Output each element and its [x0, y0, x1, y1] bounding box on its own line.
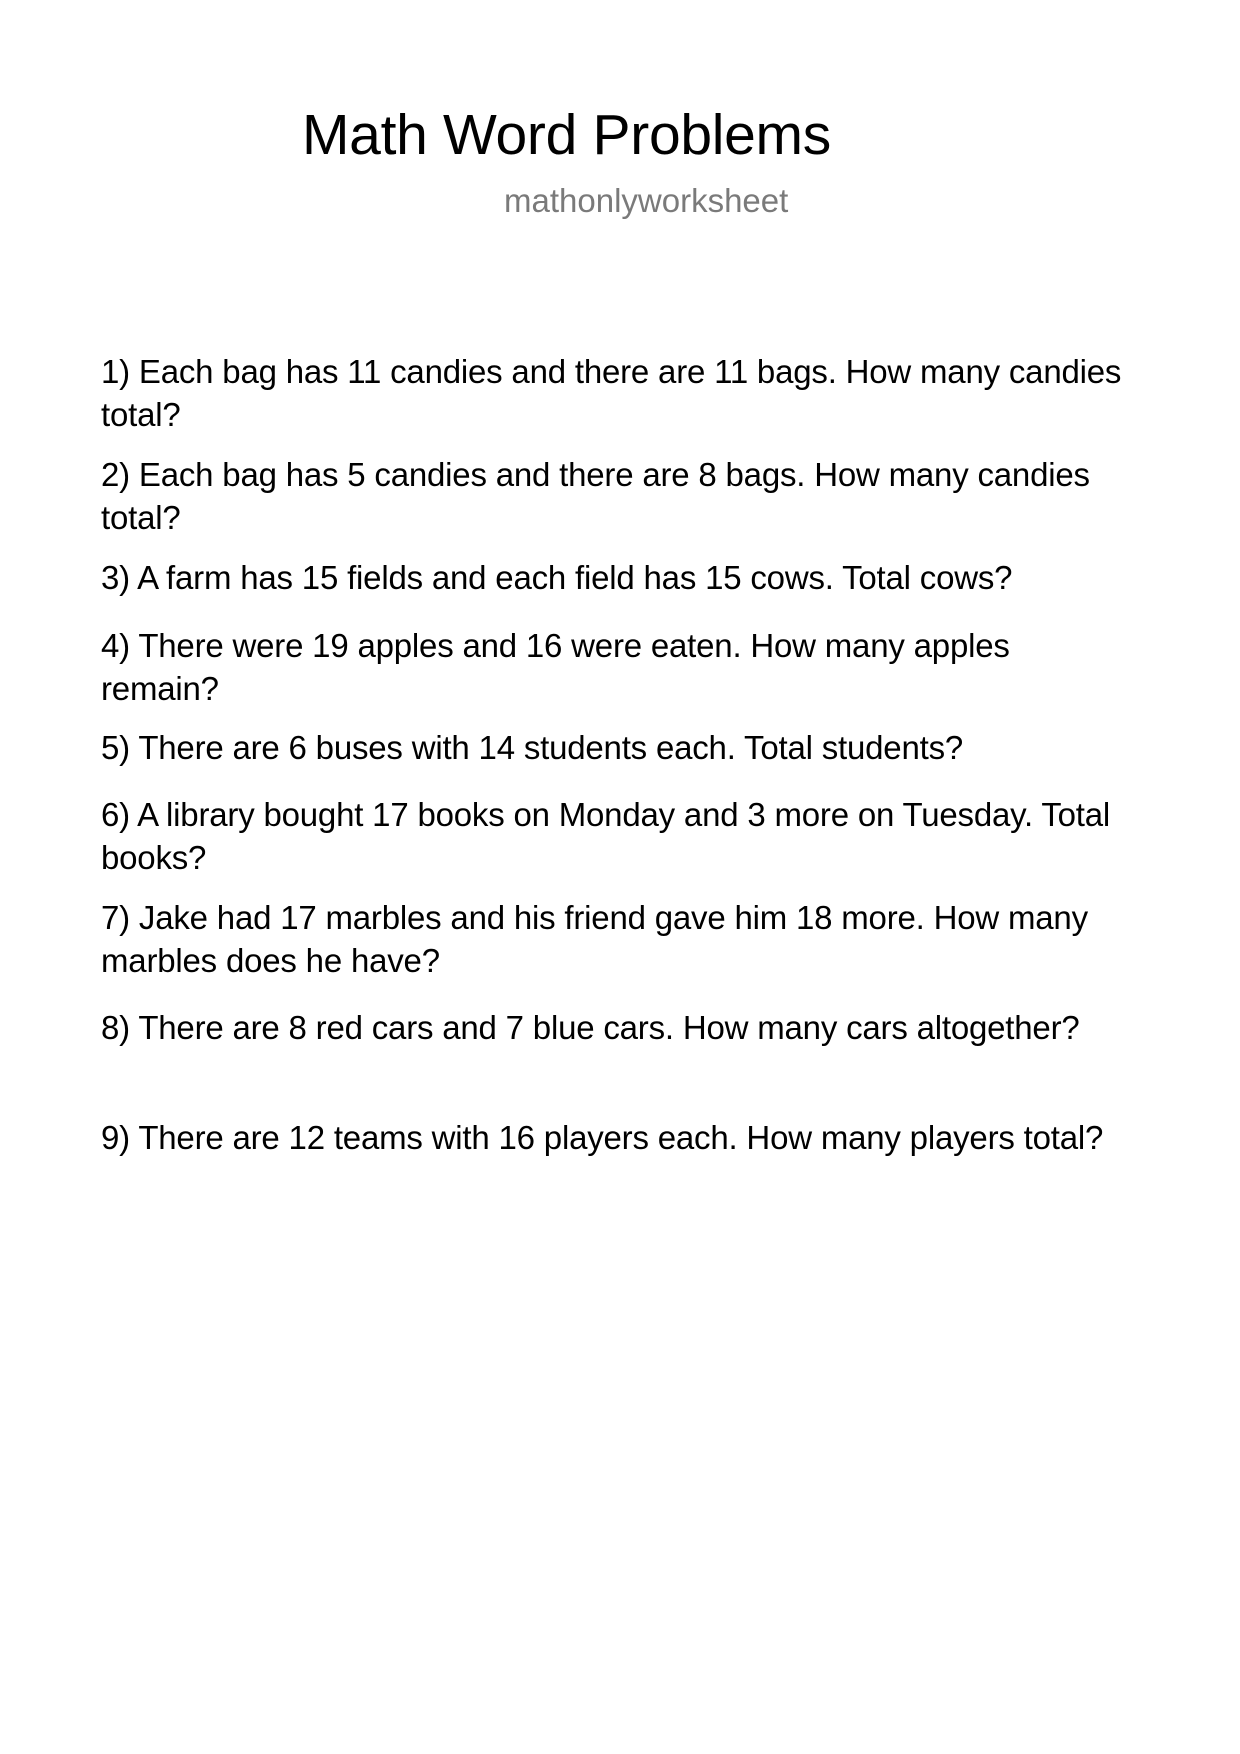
problem-item: 7) Jake had 17 marbles and his friend gave him 18 more. How many marbles does he have? [101, 899, 1088, 979]
problem-item: 9) There are 12 teams with 16 players each. How many players total? [101, 1119, 1104, 1156]
problem-item: 3) A farm has 15 fields and each field has 15 cows. Total cows? [101, 559, 1013, 596]
problem-item: 2) Each bag has 5 candies and there are 8 bags. How many candies total? [101, 456, 1090, 536]
problem-item: 5) There are 6 buses with 14 students each. Total students? [101, 729, 964, 766]
problem-item: 6) A library bought 17 books on Monday and 3 more on Tuesday. Total books? [101, 796, 1111, 876]
problem-item: 4) There were 19 apples and 16 were eaten. How many apples remain? [101, 627, 1010, 707]
problem-item: 1) Each bag has 11 candies and there are 11 bags. How many candies total? [101, 353, 1122, 433]
problem-item: 8) There are 8 red cars and 7 blue cars. How many cars altogether? [101, 1009, 1080, 1046]
page-subtitle: mathonlyworksheet [504, 182, 789, 219]
page-title: Math Word Problems [302, 103, 831, 167]
